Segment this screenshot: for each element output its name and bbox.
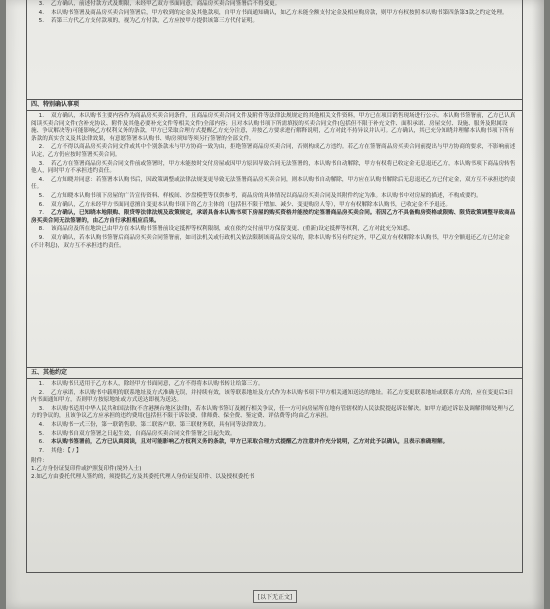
item-number: 7. [38, 210, 44, 217]
item-text: 乙方确认，前述付款方式及期限，未经甲乙双方书面同意，商品房买卖合同签署后不得变更。 [51, 1, 281, 7]
item-number: 6. [38, 201, 44, 208]
list-item [31, 161, 516, 176]
attachment-line: 2.如乙方由委托代理人签约的，须提供乙方及其委托代理人身份证复印件、以及授权委托书 [31, 473, 255, 480]
item-number: 4. [38, 9, 44, 16]
other-agreements-section [27, 367, 522, 573]
list-item [31, 381, 516, 389]
list-item [31, 235, 516, 250]
list-item [31, 1, 516, 9]
item-text: 双方确认，若本认购书签署后商品房买卖合同签署前，如司法机关或行政机关依法限制该商品房交易的，除本认购书另有约定外，甲乙双方有权解除本认购书，甲方全额退还乙方已付定金(不计利息)，双方互不承担违约责任。 [31, 234, 510, 249]
list-item [31, 210, 516, 225]
item-number: 5. [38, 192, 44, 199]
page-footer [6, 590, 544, 603]
item-number: 1. [38, 381, 44, 387]
attachment-line: 1.乙方身份证复印件或护照复印件(境外人士) [31, 465, 142, 472]
item-text: 乙方不得以商品房买卖合同文件或其中个别条款未与甲方协商一致为由，拒绝签署商品房买卖合同，否则构成乙方违约。若乙方在签署商品房买卖合同前提出与甲方协商的要求，不影响前述认定，乙方仍应按时签署买卖合同。 [31, 144, 516, 158]
list-item [31, 193, 516, 201]
list-item [31, 144, 516, 159]
list-item [31, 439, 516, 447]
item-text: 其他：【 / 】 [51, 447, 82, 454]
list-item [31, 406, 516, 421]
document-frame [26, 0, 523, 573]
list-item [31, 177, 516, 192]
section-heading: 五、其他约定 [27, 368, 522, 379]
attachments-title: 附件： [31, 458, 48, 465]
list-item [31, 202, 516, 210]
item-text: 该商品房及所在地块已由甲方在本认购书签署前设定抵押等权利限制，或在依约交付前甲方保留变更、(重新)设定抵押等权利，乙方对此充分知悉。 [51, 226, 414, 233]
item-number: 8. [38, 226, 44, 233]
item-number: 5. [38, 18, 44, 25]
item-text: 乙方确认，已知晓本地限购、限贷等法律法规及政策规定，承诺具备本认购书项下房屋的购买资格并能按约定签署商品房买卖合同。若因乙方不具备购房资格或限购、限贷政策调整导致商品房买卖合同无法签署的，由乙方自行承担相应后果。 [31, 210, 516, 224]
special-confirmation-section [27, 99, 522, 367]
item-number: 6. [38, 439, 44, 446]
list-item [31, 422, 516, 430]
item-text: 双方确认，乙方未经甲方书面同意擅自变更本认购书项下的乙方主体的（包括但不限于增加、减少、变更购房人等），甲方有权解除本认购书，已收定金不予退还。 [51, 201, 451, 208]
list-item [31, 390, 516, 405]
payment-terms-section [27, 0, 522, 99]
page-shadow [532, 0, 544, 609]
item-number: 2. [38, 144, 44, 151]
attachments-block [31, 458, 516, 481]
item-text: 若乙方在签署商品房买卖合同文件前或签署时，甲方未能按时交付房屋或因甲方原因导致合同无法签署的，本认购书自动解除，甲方有权将已收定金无息退还乙方，本认购书项下商品房转售他人，同时甲方不承担违约责任。 [31, 160, 516, 175]
item-number: 5. [38, 430, 44, 437]
item-number: 2. [38, 389, 44, 396]
list-item [31, 18, 516, 26]
item-text: 乙方承诺，本认购书中载明的联系地址及方式准确无误，并持续有效，该等联系地址及方式作为本认购书项下甲方相关通知送达的地址。若乙方变更联系地址或联系方式的，应在变更后3日内书面通知甲方，否则甲方按原地址或方式送达即视为送达。 [31, 389, 514, 404]
list-item [31, 448, 516, 456]
item-number: 1. [38, 113, 44, 119]
end-of-text-marker: [以下无正文] [253, 590, 298, 603]
section-heading: 四、特别确认事项 [27, 100, 522, 111]
item-text: 乙方知晓本认购书项下房屋的广告宣传资料、样板间、沙盘模型等仅供参考，商品房的具体情况以商品房买卖合同及其附件约定为准。本认购书中对房屋的描述，不构成要约。 [51, 192, 482, 199]
item-text: 本认购书签署及商品房买卖合同签署后，甲方收到的定金及其他款项，自甲方书面通知确认，如乙方未能全额支付定金及相应购房款，则甲方有权按照本认购书第四条第3款之约定处理。 [51, 9, 508, 16]
item-number: 3. [38, 1, 44, 7]
item-text: 若第三方代乙方支付款项的，视为乙方付款，乙方应按甲方提供该第三方代付证明。 [51, 18, 258, 25]
item-text: 双方确认，本认购书主要内容作为商品房买卖合同条件，且商品房买卖合同文件及附件等法律法规规定的其他相关文件资料，甲方已在项目销售现场进行公示。本认购书签署前，乙方已认真阅读买卖合同文件(含补充协议、附件及其他必要补充文件等相关文件)全部内容；且对本认购书项下所需填报的买卖合同文件(包括但不限于补充文件、面积承诺、房屋交付、设施、服务及附属设施、争议解决等)可能影响乙方权利义务的条款，甲方已采取合理方式提醒乙方充分注意，并按乙方要求进行解释说明，乙方对此不持异议并认可。乙方确认，其已充分知晓并理解本认购书项下所有条款的真实含义及其法律效果，有意愿签署本认购书、购房须知等须另行签署的全部文件。 [31, 113, 516, 142]
list-item [31, 431, 516, 439]
item-text: 乙方知晓并同意：若签署本认购书后，因政策调整或法律法规变更导致无法签署商品房买卖合同，则本认购书自动解除，甲方应在认购书解除后无息退还乙方已付定金，双方互不承担违约责任。 [31, 176, 516, 191]
item-number: 4. [38, 176, 44, 183]
item-text: 本认购书只适用于乙方本人，除经甲方书面同意，乙方不得将本认购书转让给第三方。 [51, 381, 264, 387]
document-page [6, 0, 544, 609]
list-item [31, 10, 516, 18]
item-number: 7. [38, 447, 44, 454]
item-text: 本认购书适用中华人民共和国法律(不含港澳台地区法律)，若本认购书签订及履行相关争议，任一方可向房屋所在地有管辖权的人民法院提起诉讼解决。如甲方通过诉讼及调解律师处理与乙方的争议的，且该争议乙方应承担的违约费用(包括但不限于诉讼费、律师费、保全费、鉴定费、评估费等)均由乙方承担。 [31, 405, 515, 420]
item-number: 3. [38, 160, 44, 167]
item-number: 4. [38, 421, 44, 428]
list-item [31, 226, 516, 234]
item-text: 本认购书自双方签署之日起生效，自商品房买卖合同文件签署之日起失效。 [51, 430, 236, 437]
item-text: 本认购书签署前，乙方已认真阅读，且对可能影响乙方权利义务的条款，甲方已采取合理方式提醒乙方注意并作充分说明，乙方对此予以确认，且表示准确理解。 [51, 439, 449, 446]
list-item [31, 113, 516, 143]
item-number: 9. [38, 234, 44, 241]
item-number: 3. [38, 405, 44, 412]
item-text: 本认购书一式三份，第一联销售联、第二联客户联、第三联财务联，具有同等法律效力。 [51, 421, 270, 428]
